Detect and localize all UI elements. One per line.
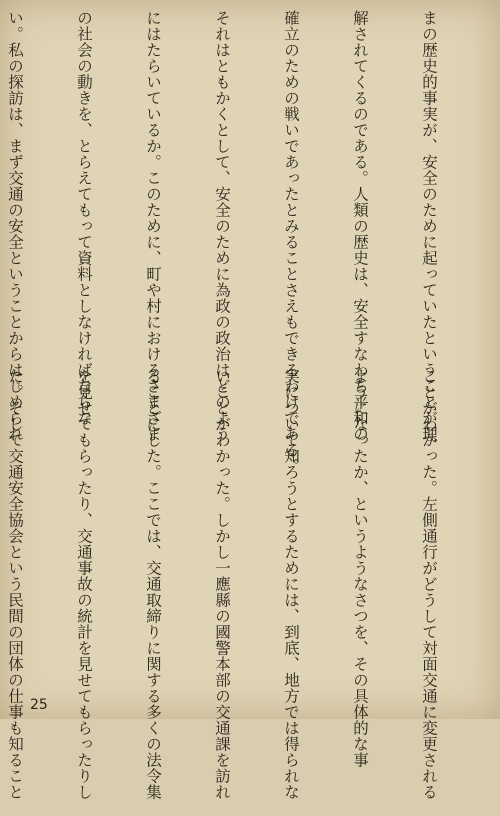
text-line: にはたらいているか。このために、町や村におけるさまざま [144, 10, 162, 442]
text-line: いことがわかった。しかし一應縣の國警本部の交通課を訪れ [213, 368, 231, 800]
text-line: 実について知ろうとするためには、到底、地方では得られな [282, 368, 300, 800]
text-line: ことがわかった。左側通行がどうして対面交通に変更される [420, 368, 438, 800]
text-line: ようになったか、というようなさつを、その具体的な事 [351, 368, 369, 768]
text-line: い。私の探訪は、まず交通の安全ということからはじめられ [6, 10, 24, 442]
upper-text-block [0, 10, 486, 474]
text-line: の社会の動きを、とらえてもって資料としなければならな [75, 10, 93, 426]
text-line: 確立のための戦いであったとみることさえもできるわけである。 [282, 10, 300, 474]
text-line: まの歴史的事実が、安全のために起っていたということが理 [420, 10, 438, 442]
text-line: ることにした。ここでは、交通取締りに関する多くの法令集 [144, 368, 162, 800]
text-line: それはともかくとして、安全のために為政の政治はどのよう [213, 10, 231, 442]
page-number: 25 [30, 697, 48, 713]
text-line: 解されてくるのである。人類の歴史は、安全すなわち平和の [351, 10, 369, 442]
text-line: た。そして交通安全協会という民間の団体の仕事も知ること [6, 368, 24, 800]
text-line: を見せてもらったり、交通事故の統計を見せてもらったりし [75, 368, 93, 800]
